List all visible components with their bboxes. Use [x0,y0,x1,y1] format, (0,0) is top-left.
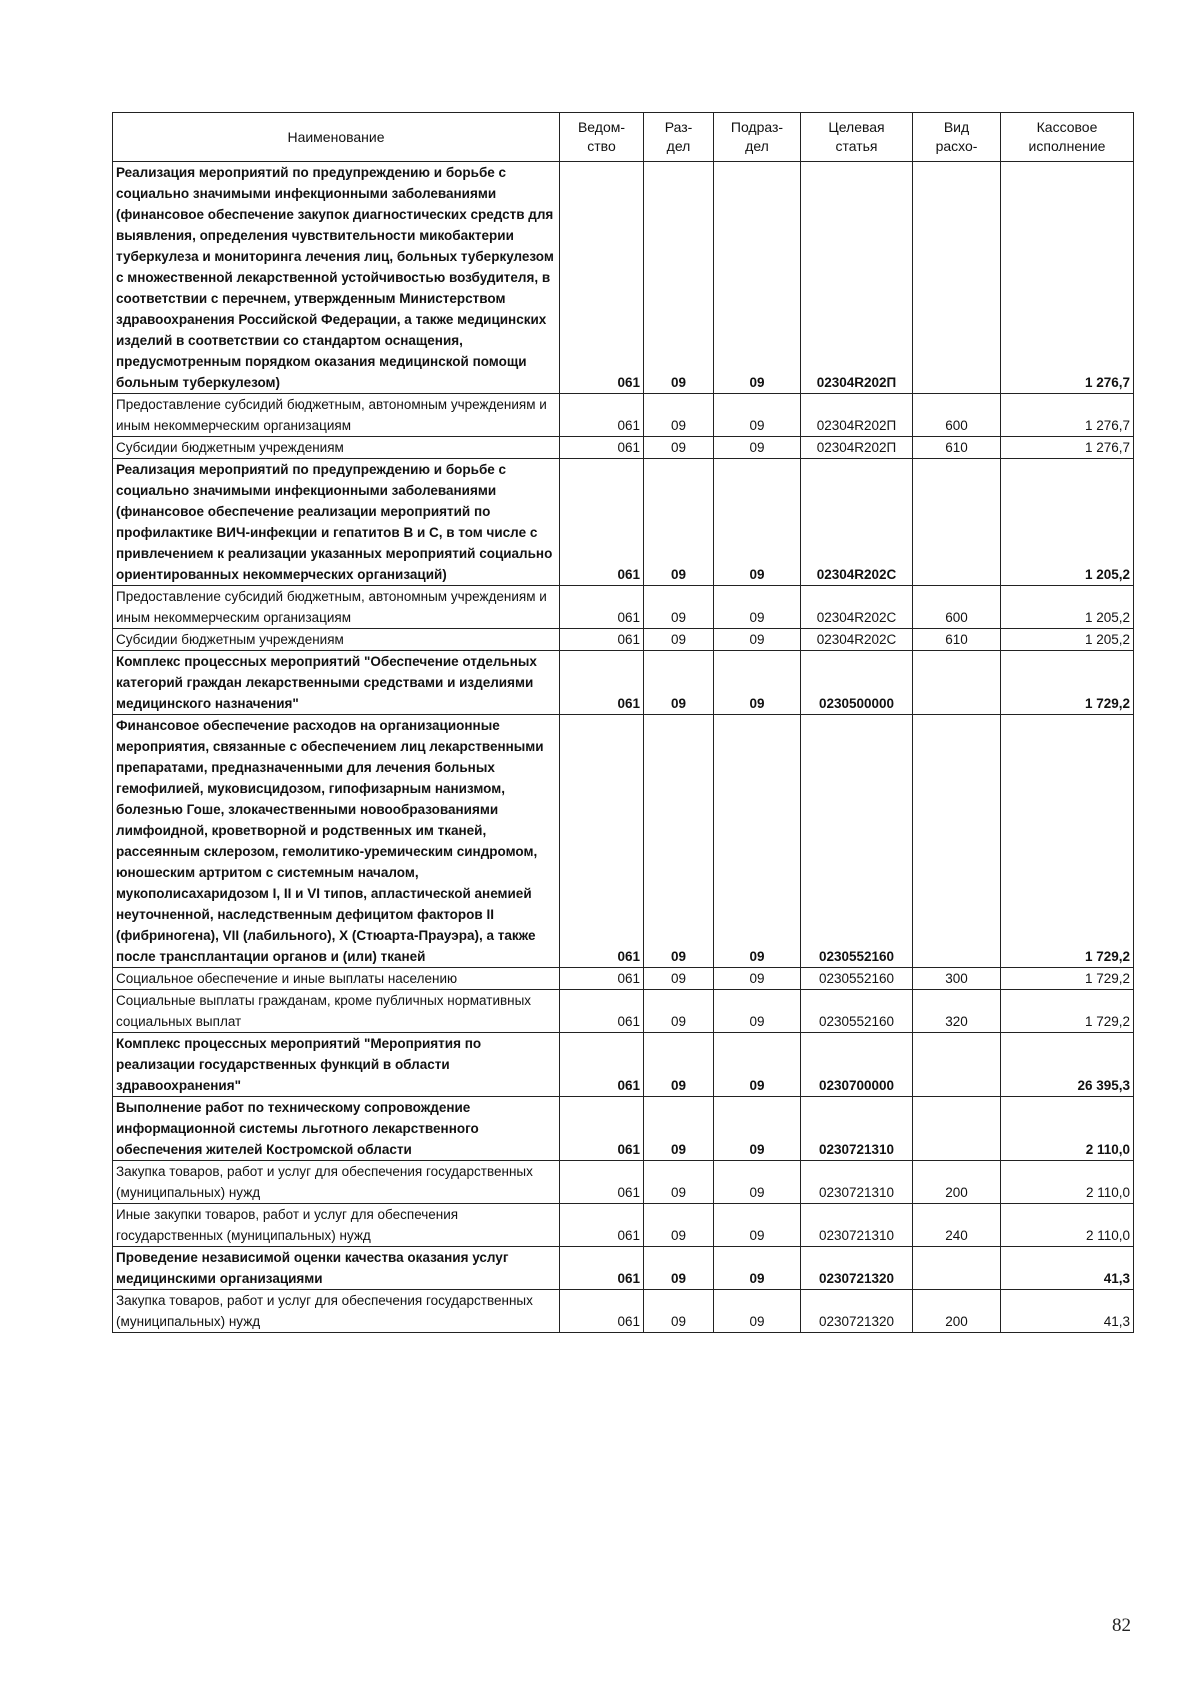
row-razdel: 09 [644,459,714,586]
row-vid-rashoda [913,1247,1001,1290]
table-row [113,1097,1134,1161]
header-celevaya-statya: Целевая статья [801,113,913,162]
row-vid-rashoda [913,459,1001,586]
row-vedomstvo: 061 [560,1290,644,1333]
row-celevaya-statya: 0230721310 [801,1204,913,1247]
row-vedomstvo: 061 [560,1247,644,1290]
row-podrazdel: 09 [714,990,801,1033]
row-vid-rashoda: 320 [913,990,1001,1033]
header-name: Наименование [113,113,560,162]
row-celevaya-statya: 0230552160 [801,715,913,968]
row-razdel: 09 [644,437,714,459]
row-podrazdel: 09 [714,715,801,968]
row-razdel: 09 [644,162,714,394]
row-celevaya-statya: 0230721320 [801,1290,913,1333]
table-row [113,715,1134,968]
row-amount: 1 729,2 [1001,651,1134,715]
row-name: Комплекс процессных мероприятий "Обеспечение отдельных категорий граждан лекарственными средствами и изделиями медицинского назначения" [113,651,560,715]
row-vedomstvo: 061 [560,715,644,968]
row-name: Социальные выплаты гражданам, кроме публичных нормативных социальных выплат [113,990,560,1033]
row-name: Реализация мероприятий по предупреждению и борьбе с социально значимыми инфекционными заболеваниями (финансовое обеспечение закупок диагностических средств для выявления, определения чувствительности микобактерии туберкулеза и мониторинга лечения лиц, больных туберкулезом с множественной лекарственной устойчивостью возбудителя, в соответствии с перечнем, утвержденным Министерством здравоохранения Российской Федерации, а также медицинских изделий в соответствии со стандартом оснащения, предусмотренным порядком оказания медицинской помощи больным туберкулезом) [113,162,560,394]
table-row [113,162,1134,394]
row-name: Комплекс процессных мероприятий "Мероприятия по реализации государственных функций в области здравоохранения" [113,1033,560,1097]
row-name: Закупка товаров, работ и услуг для обеспечения государственных (муниципальных) нужд [113,1290,560,1333]
table-row [113,968,1134,990]
row-celevaya-statya: 02304R202П [801,394,913,437]
row-amount: 1 276,7 [1001,394,1134,437]
row-podrazdel: 09 [714,1033,801,1097]
row-amount: 2 110,0 [1001,1204,1134,1247]
header-kassovoe-ispolnenie: Кассовое исполнение [1001,113,1134,162]
row-vid-rashoda: 300 [913,968,1001,990]
row-vedomstvo: 061 [560,437,644,459]
row-vid-rashoda [913,1097,1001,1161]
row-amount: 2 110,0 [1001,1161,1134,1204]
row-razdel: 09 [644,968,714,990]
row-name: Финансовое обеспечение расходов на организационные мероприятия, связанные с обеспечением лиц лекарственными препаратами, предназначенными для лечения больных гемофилией, муковисцидозом, гипофизарным нанизмом, болезнью Гоше, злокачественными новообразованиями лимфоидной, кроветворной и родственных им тканей, рассеянным склерозом, гемолитико-уремическим синдромом, юношеским артритом с системным началом, мукополисахаридозом I, II и VI типов, апластической анемией неуточненной, наследственным дефицитом факторов II (фибриногена), VII (лабильного), X (Стюарта-Прауэра), а также после трансплантации органов и (или) тканей [113,715,560,968]
row-name: Иные закупки товаров, работ и услуг для обеспечения государственных (муниципальных) нужд [113,1204,560,1247]
row-razdel: 09 [644,651,714,715]
table-row [113,651,1134,715]
table-row [113,437,1134,459]
row-vid-rashoda: 200 [913,1290,1001,1333]
row-podrazdel: 09 [714,586,801,629]
page-number: 82 [1112,1615,1131,1636]
row-razdel: 09 [644,1290,714,1333]
row-celevaya-statya: 0230500000 [801,651,913,715]
row-celevaya-statya: 0230721310 [801,1097,913,1161]
row-podrazdel: 09 [714,629,801,651]
row-celevaya-statya: 02304R202С [801,586,913,629]
row-amount: 41,3 [1001,1290,1134,1333]
row-vedomstvo: 061 [560,968,644,990]
row-amount: 1 729,2 [1001,968,1134,990]
row-name: Закупка товаров, работ и услуг для обеспечения государственных (муниципальных) нужд [113,1161,560,1204]
row-name: Реализация мероприятий по предупреждению и борьбе с социально значимыми инфекционными заболеваниями (финансовое обеспечение реализации мероприятий по профилактике ВИЧ-инфекции и гепатитов В и С, в том числе с привлечением к реализации указанных мероприятий социально ориентированных некоммерческих организаций) [113,459,560,586]
row-name: Субсидии бюджетным учреждениям [113,629,560,651]
row-podrazdel: 09 [714,394,801,437]
row-vedomstvo: 061 [560,990,644,1033]
table-row [113,459,1134,586]
table-row [113,1247,1134,1290]
row-vid-rashoda: 600 [913,586,1001,629]
budget-table [112,112,1134,1333]
row-razdel: 09 [644,1161,714,1204]
row-podrazdel: 09 [714,651,801,715]
row-vedomstvo: 061 [560,1161,644,1204]
table-row [113,990,1134,1033]
row-name: Предоставление субсидий бюджетным, автономным учреждениям и иным некоммерческим организациям [113,394,560,437]
row-podrazdel: 09 [714,1097,801,1161]
row-vid-rashoda: 610 [913,437,1001,459]
row-podrazdel: 09 [714,162,801,394]
row-vedomstvo: 061 [560,651,644,715]
row-name: Выполнение работ по техническому сопровождение информационной системы льготного лекарственного обеспечения жителей Костромской области [113,1097,560,1161]
row-vedomstvo: 061 [560,629,644,651]
row-name: Предоставление субсидий бюджетным, автономным учреждениям и иным некоммерческим организациям [113,586,560,629]
table-row [113,586,1134,629]
table-row [113,1204,1134,1247]
row-vedomstvo: 061 [560,459,644,586]
row-vid-rashoda [913,651,1001,715]
header-podrazdel: Подраз- дел [714,113,801,162]
row-name: Субсидии бюджетным учреждениям [113,437,560,459]
row-celevaya-statya: 0230721320 [801,1247,913,1290]
row-podrazdel: 09 [714,1161,801,1204]
row-amount: 1 729,2 [1001,715,1134,968]
row-amount: 1 205,2 [1001,629,1134,651]
row-amount: 1 276,7 [1001,437,1134,459]
table-row [113,1033,1134,1097]
row-razdel: 09 [644,715,714,968]
row-vedomstvo: 061 [560,586,644,629]
table-row [113,629,1134,651]
row-name: Социальное обеспечение и иные выплаты населению [113,968,560,990]
row-vedomstvo: 061 [560,1204,644,1247]
table-header-row [113,113,1134,162]
row-name: Проведение независимой оценки качества оказания услуг медицинскими организациями [113,1247,560,1290]
table-row [113,1290,1134,1333]
row-podrazdel: 09 [714,968,801,990]
row-podrazdel: 09 [714,1290,801,1333]
row-vid-rashoda: 600 [913,394,1001,437]
row-amount: 41,3 [1001,1247,1134,1290]
table-body [113,162,1134,1333]
row-razdel: 09 [644,1033,714,1097]
row-vedomstvo: 061 [560,1033,644,1097]
row-amount: 1 205,2 [1001,586,1134,629]
row-razdel: 09 [644,1097,714,1161]
row-razdel: 09 [644,1204,714,1247]
row-amount: 2 110,0 [1001,1097,1134,1161]
row-razdel: 09 [644,394,714,437]
table-row [113,1161,1134,1204]
header-razdel: Раз- дел [644,113,714,162]
row-podrazdel: 09 [714,1247,801,1290]
row-vid-rashoda: 200 [913,1161,1001,1204]
row-amount: 1 276,7 [1001,162,1134,394]
row-amount: 26 395,3 [1001,1033,1134,1097]
row-amount: 1 729,2 [1001,990,1134,1033]
row-celevaya-statya: 02304R202С [801,629,913,651]
row-vedomstvo: 061 [560,1097,644,1161]
row-amount: 1 205,2 [1001,459,1134,586]
row-celevaya-statya: 02304R202П [801,162,913,394]
row-podrazdel: 09 [714,1204,801,1247]
row-vedomstvo: 061 [560,162,644,394]
row-vid-rashoda [913,1033,1001,1097]
table-row [113,394,1134,437]
row-celevaya-statya: 0230552160 [801,968,913,990]
row-vedomstvo: 061 [560,394,644,437]
row-razdel: 09 [644,586,714,629]
row-podrazdel: 09 [714,437,801,459]
header-vid-rashoda: Вид расхо- [913,113,1001,162]
row-razdel: 09 [644,1247,714,1290]
row-razdel: 09 [644,990,714,1033]
row-celevaya-statya: 02304R202П [801,437,913,459]
row-vid-rashoda: 240 [913,1204,1001,1247]
row-razdel: 09 [644,629,714,651]
row-celevaya-statya: 0230721310 [801,1161,913,1204]
row-celevaya-statya: 0230552160 [801,990,913,1033]
row-vid-rashoda [913,162,1001,394]
row-celevaya-statya: 0230700000 [801,1033,913,1097]
header-vedomstvo: Ведом- ство [560,113,644,162]
row-podrazdel: 09 [714,459,801,586]
row-vid-rashoda [913,715,1001,968]
row-celevaya-statya: 02304R202С [801,459,913,586]
row-vid-rashoda: 610 [913,629,1001,651]
